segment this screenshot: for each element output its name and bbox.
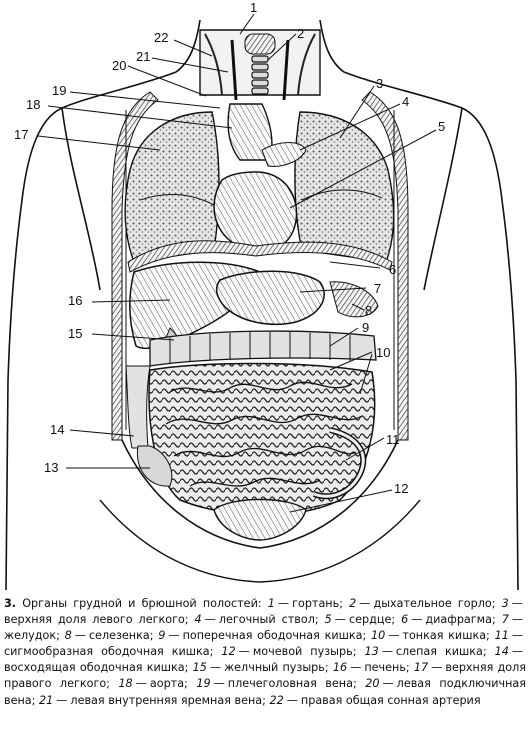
label-17: 17: [14, 127, 29, 142]
legend-dash: —: [238, 645, 250, 659]
label-1: 1: [250, 0, 258, 15]
legend-number: 17: [413, 661, 429, 675]
legend-dash: —: [350, 661, 362, 675]
legend-number: 15: [192, 661, 207, 675]
legend-dash: —: [277, 597, 290, 610]
label-6: 6: [389, 262, 397, 277]
legend-number: 19: [196, 677, 211, 691]
right-lung: [125, 112, 219, 262]
legend-entry: [395, 613, 496, 626]
legend-dash: —: [381, 645, 393, 659]
legend-text: левая подключичная вена;: [4, 677, 526, 707]
legend-entry: [366, 629, 490, 642]
label-22: 22: [154, 30, 169, 45]
legend-number: 2: [349, 597, 357, 610]
label-19: 19: [52, 83, 67, 98]
legend-dash: —: [56, 693, 68, 707]
legend-dash: —: [511, 629, 524, 643]
legend-text: поперечная ободочная кишка;: [182, 629, 367, 643]
legend-number: 9: [158, 629, 166, 643]
label-14: 14: [50, 422, 65, 437]
legend-text: печень;: [364, 661, 410, 675]
legend-number: 4: [194, 613, 202, 627]
legend-text: сигмообразная ободочная кишка;: [4, 645, 214, 659]
legend-entry: [213, 645, 356, 658]
label-18: 18: [26, 97, 41, 112]
legend-entry: [329, 661, 410, 674]
legend-dash: —: [382, 677, 394, 691]
legend-text: правая общая сонная артерия: [300, 693, 481, 707]
label-2: 2: [297, 26, 305, 41]
legend-dash: —: [431, 661, 443, 675]
legend-dash: —: [359, 597, 371, 610]
legend-dash: —: [511, 597, 523, 610]
stomach: [217, 271, 325, 324]
legend-dash: —: [511, 645, 524, 659]
legend-number: 14: [494, 645, 509, 659]
left-lung: [295, 112, 394, 262]
label-21: 21: [136, 49, 151, 64]
legend-dash: —: [388, 629, 400, 643]
label-4: 4: [402, 94, 410, 109]
legend-text: диафрагма;: [425, 613, 496, 627]
legend-text: плечеголовная вена;: [227, 677, 357, 691]
legend-dash: —: [168, 629, 180, 643]
legend-entry: [188, 677, 357, 690]
label-5: 5: [438, 119, 446, 134]
legend-entry: [35, 694, 265, 707]
legend-dash: —: [511, 613, 524, 627]
bladder: [214, 500, 306, 541]
legend-text: верхняя доля левого легкого;: [4, 613, 189, 627]
legend-text: сердце;: [348, 613, 396, 627]
legend-text: желчный пузырь;: [224, 661, 329, 675]
label-12: 12: [394, 481, 409, 496]
caption-title: Органы грудной и брюшной полостей:: [22, 597, 262, 610]
legend-number: 7: [501, 613, 509, 627]
legend-entry: [343, 597, 496, 610]
legend-dash: —: [209, 661, 222, 675]
legend-entry: [266, 694, 481, 707]
label-7: 7: [374, 281, 382, 296]
figure-caption: [4, 596, 526, 709]
legend-number: 8: [64, 629, 72, 643]
legend-number: 3: [501, 597, 509, 610]
legend-entry: [319, 613, 395, 626]
legend-number: 6: [401, 613, 409, 627]
legend-text: аорта;: [149, 677, 188, 691]
transverse-colon: [150, 331, 376, 366]
legend-dash: —: [74, 629, 86, 643]
legend-number: 12: [221, 645, 236, 659]
legend-dash: —: [286, 693, 298, 707]
label-20: 20: [112, 58, 127, 73]
legend-text: мочевой пузырь;: [252, 645, 357, 659]
legend-entry: [154, 629, 367, 642]
legend-text: легочный ствол;: [218, 613, 319, 627]
legend-entry: [188, 661, 328, 674]
legend-number: 13: [364, 645, 379, 659]
legend-text: желудок;: [4, 629, 60, 643]
legend-text: селезенка;: [88, 629, 154, 643]
legend-text: слепая кишка;: [395, 645, 487, 659]
legend-text: гортань;: [292, 597, 343, 610]
label-15: 15: [68, 326, 83, 341]
label-11: 11: [386, 432, 400, 447]
legend-number: 18: [118, 677, 133, 691]
label-16: 16: [68, 293, 83, 308]
legend-entry: [356, 645, 486, 658]
legend-number: 16: [332, 661, 348, 675]
label-8: 8: [365, 303, 373, 318]
legend-dash: —: [334, 613, 346, 627]
legend-text: дыхательное горло;: [373, 597, 496, 610]
legend-number: 10: [370, 629, 386, 643]
legend-entry: [60, 629, 154, 642]
legend-number: 5: [324, 613, 332, 627]
trachea: [252, 56, 268, 94]
legend-number: 21: [38, 693, 54, 707]
legend-text: восходящая ободочная кишка;: [4, 661, 189, 675]
legend-number: 11: [494, 629, 509, 643]
heart: [214, 172, 296, 252]
label-9: 9: [362, 320, 370, 335]
label-13: 13: [44, 460, 59, 475]
legend-text: тонкая кишка;: [402, 629, 490, 643]
legend-dash: —: [135, 677, 147, 691]
legend-entry: [268, 597, 343, 610]
legend-text: верхняя доля правого легкого;: [4, 661, 527, 691]
figure-number: 3.: [4, 597, 17, 610]
legend-dash: —: [204, 613, 216, 627]
label-3: 3: [376, 76, 384, 91]
label-10: 10: [376, 345, 391, 360]
legend-number: 22: [269, 693, 284, 707]
legend-text: левая внутренняя яремная вена;: [70, 693, 266, 707]
legend-entry: [110, 677, 188, 690]
legend-number: 1: [267, 597, 275, 610]
legend-dash: —: [411, 613, 423, 627]
legend-entry: [189, 613, 319, 626]
legend-dash: —: [213, 677, 225, 691]
legend-number: 20: [365, 677, 380, 691]
caption-legend: [4, 597, 526, 707]
